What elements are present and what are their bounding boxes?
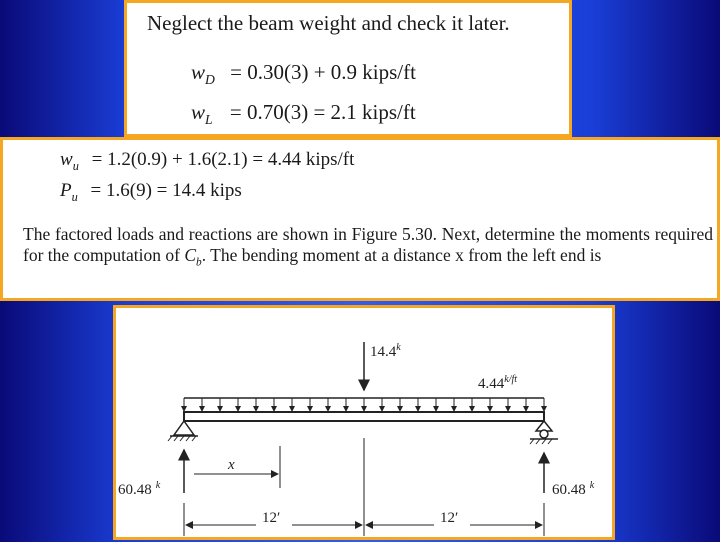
point-load-label: 14.4$^k$ [370,342,401,360]
distributed-load-arrows [181,398,547,412]
right-roller-support [530,421,558,444]
middle-text-panel [0,137,720,301]
beam-figure-panel [113,305,615,540]
wu-equation: $w_u = 1.2(0.9) + 1.6(2.1) = 4.44$ kips/ft [60,149,355,173]
distributed-load-label: $4.44^{k/ft}$ [478,374,518,392]
left-reaction-label: 60.48 $^k$ [118,480,161,498]
explanation-paragraph: The factored loads and reactions are shown in Figure 5.30. Next, determine the moments required for the computation of $C_b$. The bending moment at a distance x from the left end is [23,224,713,269]
span-right-label: 12′ [440,510,459,526]
left-pin-support [168,421,198,441]
top-text-panel [124,0,572,137]
beam-diagram [116,308,612,537]
right-reaction-label: 60.48 $^k$ [552,480,595,498]
x-label: x [228,457,235,473]
wl-equation: $w_L = 0.70(3) = 2.1$ kips/ft [191,100,416,128]
pu-equation: $P_u = 1.6(9) = 14.4$ kips [60,180,242,204]
span-left-label: 12′ [262,510,281,526]
wd-equation: $w_D = 0.30(3) + 0.9$ kips/ft [191,60,416,88]
beam [184,412,544,421]
heading-text: Neglect the beam weight and check it later. [147,11,510,35]
